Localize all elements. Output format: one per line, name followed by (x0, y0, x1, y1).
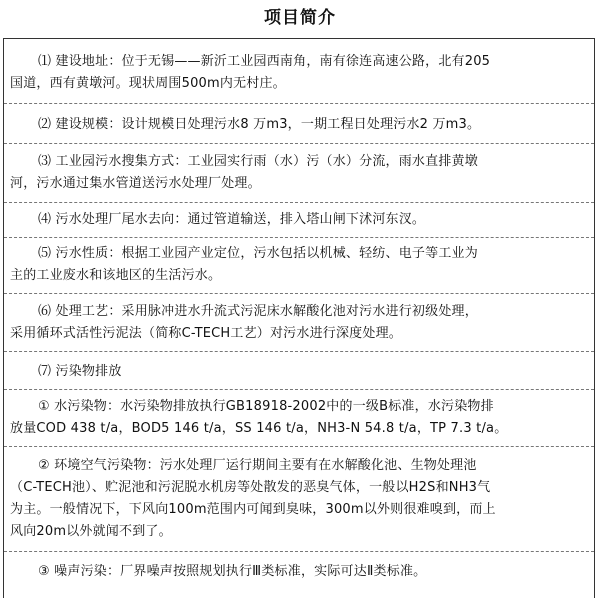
item-line: ⑶ 工业园污水搜集方式：工业园实行雨（水）污（水）分流，雨水直排黄墩 (38, 154, 478, 169)
item-line: ⑷ 污水处理厂尾水去向：通过管道输送，排入塔山闸下沭河东汊。 (38, 212, 426, 227)
divider (4, 551, 594, 552)
divider (4, 293, 594, 294)
item-line: ⑸ 污水性质：根据工业园产业定位，污水包括以机械、轻纺、电子等工业为 (38, 246, 478, 261)
item-construction-address (10, 51, 592, 95)
divider (4, 143, 594, 144)
divider (4, 351, 594, 352)
divider (4, 389, 594, 390)
item-line: 国道，西有黄墩河。现状周围500m内无村庄。 (10, 76, 286, 91)
divider (4, 103, 594, 104)
item-line: ③ 噪声污染：厂界噪声按照规划执行Ⅲ类标准，实际可达Ⅱ类标准。 (38, 564, 427, 579)
item-water-pollutant (10, 396, 592, 440)
item-noise-pollution (10, 561, 592, 583)
item-air-pollutant (10, 455, 592, 543)
item-line: ⑺ 污染物排放 (38, 364, 122, 379)
divider (4, 446, 594, 447)
item-line: ② 环境空气污染物：污水处理厂运行期间主要有在水解酸化池、生物处理池 (38, 458, 477, 473)
item-line: ⑴ 建设地址：位于无锡——新沂工业园西南角，南有徐连高速公路，北有205 (38, 54, 491, 69)
item-line: 主的工业废水和该地区的生活污水。 (10, 268, 222, 283)
item-line: 河，污水通过集水管道送污水处理厂处理。 (10, 176, 261, 191)
item-line: （C-TECH池）、贮泥池和污泥脱水机房等处散发的恶臭气体，一般以H2S和NH3气 (10, 480, 491, 495)
item-line: 为主。一般情况下，下风向100m范围内可闻到臭味，300m以外则很难嗅到，而上 (10, 502, 496, 517)
item-line: ⑹ 处理工艺：采用脉冲进水升流式污泥床水解酸化池对污水进行初级处理， (38, 304, 478, 319)
item-line: ① 水污染物：水污染物排放执行GB18918-2002中的一级B标准，水污染物排 (38, 399, 494, 414)
content-box (3, 38, 595, 598)
item-tail-water (10, 209, 592, 231)
item-line: 采用循环式活性污泥法（简称C-TECH工艺）对污水进行深度处理。 (10, 326, 402, 341)
item-process (10, 301, 592, 345)
item-sewage-collection (10, 151, 592, 195)
divider (4, 202, 594, 203)
item-sewage-nature (10, 243, 592, 287)
item-line: 放量COD 438 t/a，BOD5 146 t/a，SS 146 t/a，NH3-N 54.8 t/a，TP 7.3 t/a。 (10, 421, 508, 436)
item-pollutant-emission (10, 361, 592, 383)
item-line: 风向20m以外就闻不到了。 (10, 524, 172, 539)
item-line: ⑵ 建设规模：设计规模日处理污水8 万m3，一期工程日处理污水2 万m3。 (38, 117, 481, 132)
divider (4, 237, 594, 238)
page-title: 项目简介 (264, 8, 336, 28)
item-construction-scale (10, 114, 592, 136)
